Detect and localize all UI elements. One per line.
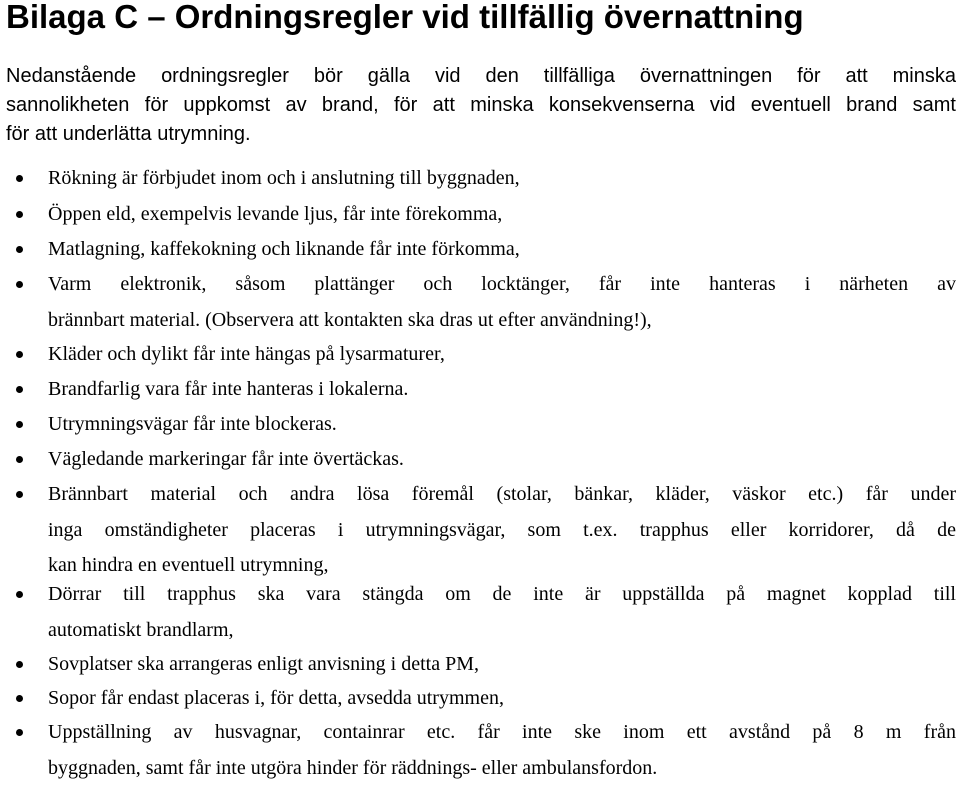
intro-line: Nedanstående ordningsregler bör gälla vid den tillfälliga övernattningen för att minska xyxy=(6,62,956,91)
rule-line: Sopor får endast placeras i, för detta, avsedda utrymmen, xyxy=(48,681,956,717)
rule-line: brännbart material. (Observera att kontakten ska dras ut efter användning!), xyxy=(48,303,956,339)
rule-line: Utrymningsvägar får inte blockeras. xyxy=(48,407,956,443)
rule-line: Brännbart material och andra lösa föremål (stolar, bänkar, kläder, väskor etc.) får under xyxy=(48,477,956,513)
bullet-icon xyxy=(16,386,23,393)
bullet-icon xyxy=(16,456,23,463)
rule-line: Varm elektronik, såsom plattänger och locktänger, får inte hanteras i närheten av xyxy=(48,267,956,303)
bullet-icon xyxy=(16,661,23,668)
bullet-icon xyxy=(16,421,23,428)
rule-line: automatiskt brandlarm, xyxy=(48,613,956,649)
rule-line: Dörrar till trapphus ska vara stängda om de inte är uppställda på magnet kopplad till xyxy=(48,577,956,613)
rule-line: byggnaden, samt får inte utgöra hinder för räddnings- eller ambulansfordon. xyxy=(48,751,956,786)
bullet-icon xyxy=(16,591,23,598)
rule-line: Sovplatser ska arrangeras enligt anvisning i detta PM, xyxy=(48,647,956,683)
bullet-icon xyxy=(16,281,23,288)
intro-line: sannolikheten för uppkomst av brand, för att minska konsekvenserna vid eventuell brand samt xyxy=(6,91,956,120)
bullet-icon xyxy=(16,695,23,702)
rule-line: Kläder och dylikt får inte hängas på lysarmaturer, xyxy=(48,337,956,373)
rule-line: Uppställning av husvagnar, containrar etc. får inte ske inom ett avstånd på 8 m från xyxy=(48,715,956,751)
rule-line: kan hindra en eventuell utrymning, xyxy=(48,548,956,584)
rule-line: inga omständigheter placeras i utrymningsvägar, som t.ex. trapphus eller korridorer, då de xyxy=(48,513,956,549)
rule-line: Rökning är förbjudet inom och i anslutning till byggnaden, xyxy=(48,161,956,197)
rule-line: Brandfarlig vara får inte hanteras i lokalerna. xyxy=(48,372,956,408)
intro-paragraph xyxy=(6,62,956,149)
rule-line: Vägledande markeringar får inte övertäckas. xyxy=(48,442,956,478)
document-title: Bilaga C – Ordningsregler vid tillfällig övernattning xyxy=(6,0,804,37)
rule-line: Matlagning, kaffekokning och liknande får inte förkomma, xyxy=(48,232,956,268)
rule-line: Öppen eld, exempelvis levande ljus, får inte förekomma, xyxy=(48,197,956,233)
bullet-icon xyxy=(16,491,23,498)
bullet-icon xyxy=(16,246,23,253)
intro-line: för att underlätta utrymning. xyxy=(6,120,956,149)
bullet-icon xyxy=(16,351,23,358)
bullet-icon xyxy=(16,175,23,182)
bullet-icon xyxy=(16,729,23,736)
bullet-icon xyxy=(16,211,23,218)
